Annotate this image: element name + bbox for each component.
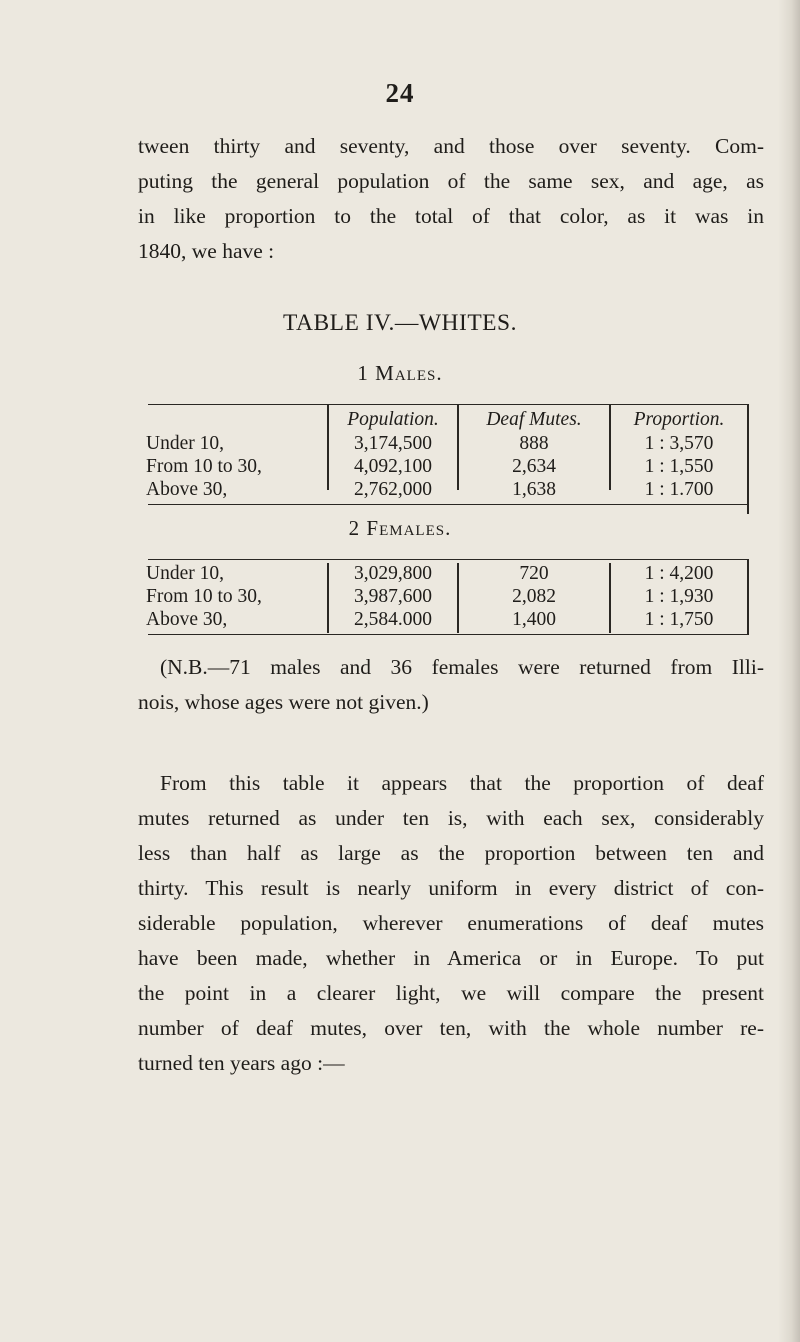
row-label: From 10 to 30, <box>146 456 262 477</box>
body-line: turned ten years ago :— <box>138 1051 345 1075</box>
row-label: Above 30, <box>146 479 228 500</box>
males-heading-text: 1 Males. <box>357 361 443 385</box>
row-label: From 10 to 30, <box>146 586 262 607</box>
cell-deaf-mutes: 2,082 <box>512 586 556 607</box>
cell-deaf-mutes: 2,634 <box>512 456 556 477</box>
page-number: 24 <box>385 78 415 108</box>
body-line: siderable population, wherever enumerations of deaf mutes <box>138 911 764 935</box>
header-deaf-mutes: Deaf Mutes. <box>486 409 582 430</box>
intro-line: tween thirty and seventy, and those over seventy. Com- <box>138 134 764 158</box>
note-line: nois, whose ages were not given.) <box>138 690 429 714</box>
cell-population: 4,092,100 <box>354 456 432 477</box>
header-population: Population. <box>347 409 439 430</box>
females-top-rule <box>148 559 748 560</box>
cell-deaf-mutes: 888 <box>519 433 549 454</box>
body-line: have been made, whether in America or in Europe. To put <box>138 946 764 970</box>
row-label: Above 30, <box>146 609 228 630</box>
cell-population: 2,762,000 <box>354 479 432 500</box>
intro-line: puting the general population of the same sex, and age, as <box>138 169 764 193</box>
males-bottom-rule <box>148 504 748 505</box>
body-line: number of deaf mutes, over ten, with the whole number re- <box>138 1016 764 1040</box>
cell-population: 3,987,600 <box>354 586 432 607</box>
cell-population: 3,174,500 <box>354 433 432 454</box>
row-label: Under 10, <box>146 433 224 454</box>
intro-paragraph <box>138 129 764 269</box>
cell-proportion: 1 : 3,570 <box>644 433 714 454</box>
body-line: less than half as large as the proportion between ten and <box>138 841 764 865</box>
cell-proportion: 1 : 1,750 <box>644 609 714 630</box>
cell-deaf-mutes: 1,400 <box>512 609 556 630</box>
note-paragraph <box>138 650 764 720</box>
body-line: the point in a clearer light, we will compare the present <box>138 981 764 1005</box>
body-paragraph <box>138 766 764 1081</box>
row-label: Under 10, <box>146 563 224 584</box>
cell-proportion: 1 : 1,550 <box>644 456 714 477</box>
cell-deaf-mutes: 720 <box>519 563 549 584</box>
cell-proportion: 1 : 1.700 <box>644 479 714 500</box>
note-line: (N.B.—71 males and 36 females were returned from Illi- <box>160 655 764 679</box>
body-line: mutes returned as under ten is, with each sex, considerably <box>138 806 764 830</box>
body-line: thirty. This result is nearly uniform in every district of con- <box>138 876 764 900</box>
females-bottom-rule <box>148 634 748 635</box>
cell-deaf-mutes: 1,638 <box>512 479 556 500</box>
table-top-rule <box>148 404 748 405</box>
body-line: From this table it appears that the proportion of deaf <box>160 771 764 795</box>
header-proportion: Proportion. <box>633 409 725 430</box>
females-heading <box>0 516 800 541</box>
intro-line: in like proportion to the total of that color, as it was in <box>138 204 764 228</box>
cell-proportion: 1 : 1,930 <box>644 586 714 607</box>
page-edge-shadow <box>778 0 800 1342</box>
males-heading <box>0 361 800 386</box>
females-heading-text: 2 Females. <box>348 516 452 540</box>
intro-line: 1840, we have : <box>138 239 275 263</box>
cell-proportion: 1 : 4,200 <box>644 563 714 584</box>
cell-population: 2,584.000 <box>354 609 432 630</box>
cell-population: 3,029,800 <box>354 563 432 584</box>
table-title: TABLE IV.—WHITES. <box>283 310 517 336</box>
